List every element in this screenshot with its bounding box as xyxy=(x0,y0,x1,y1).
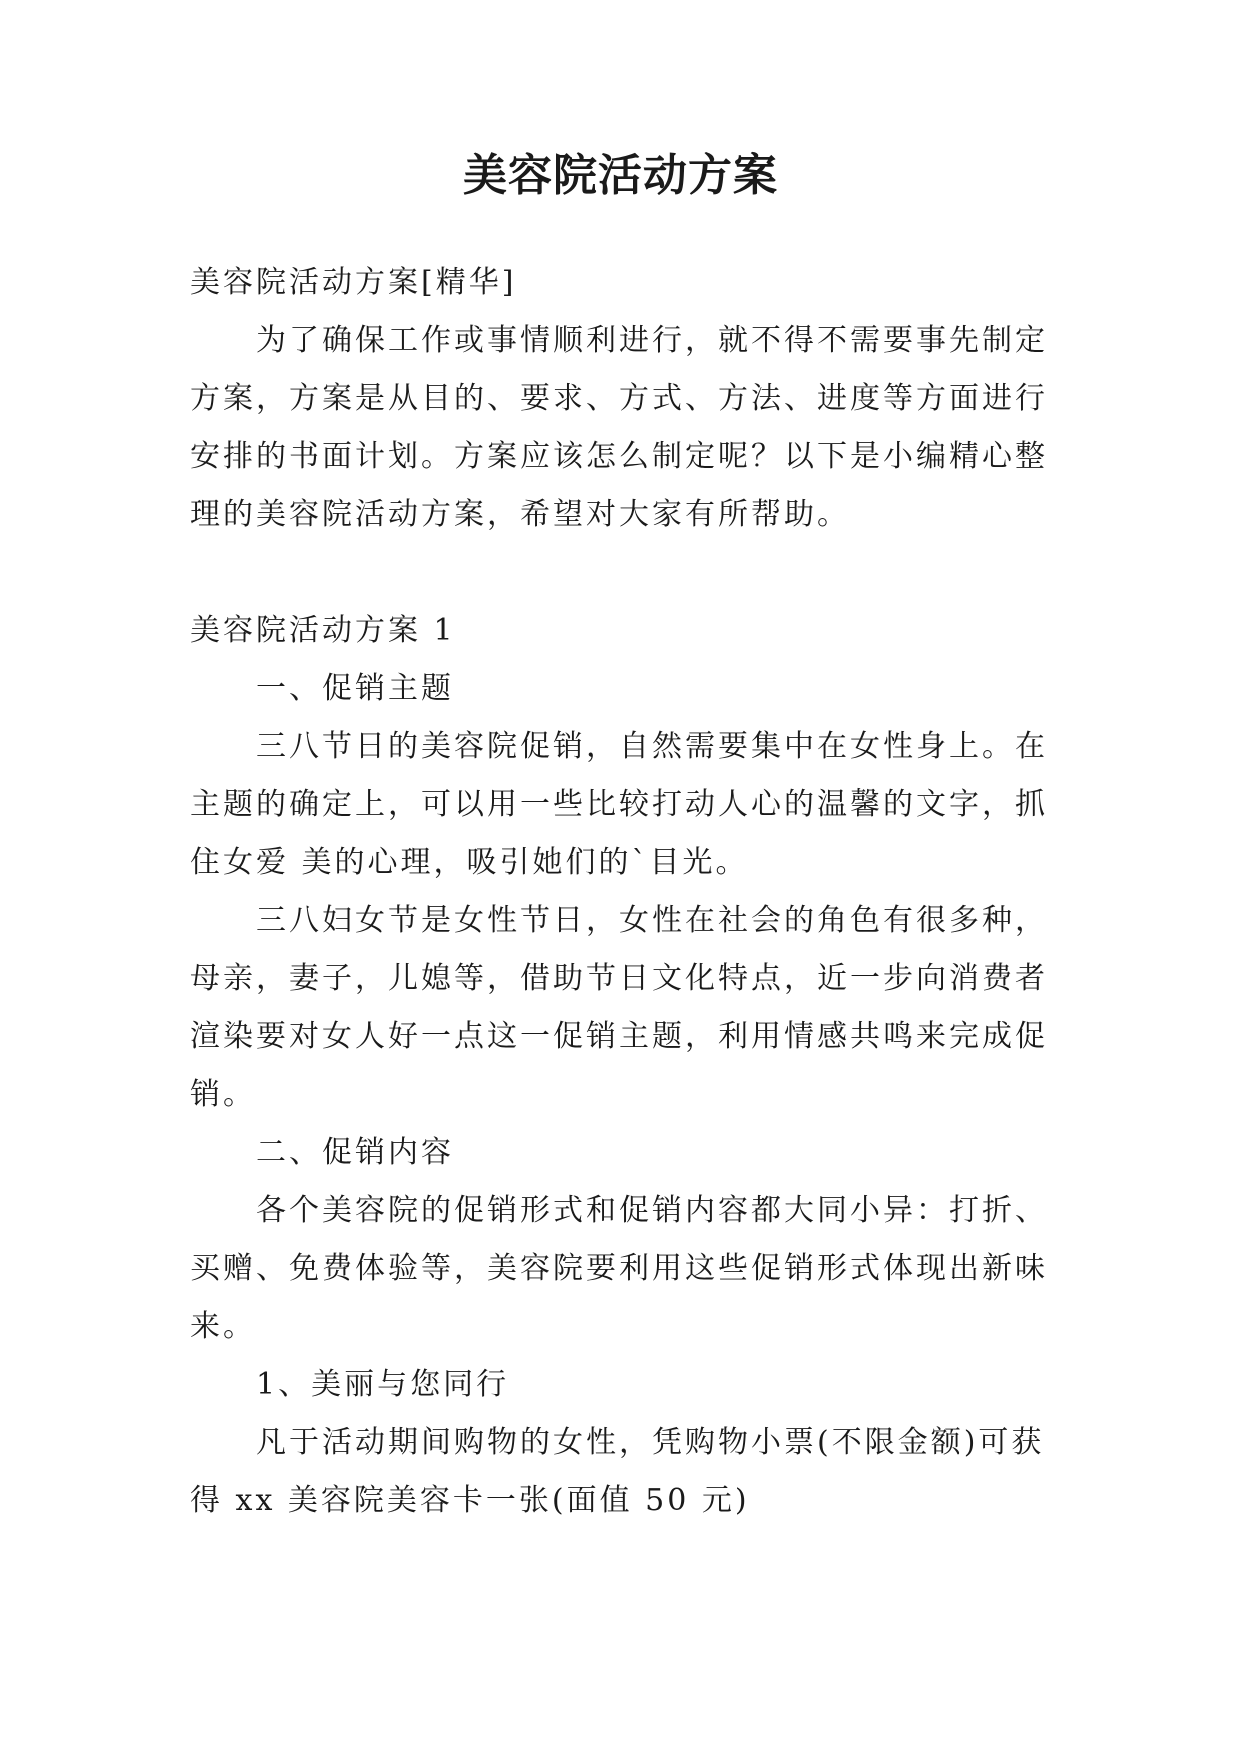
paragraph-line: 渲染要对女人好一点这一促销主题，利用情感共鸣来完成促 xyxy=(190,1019,1048,1054)
paragraph-line: 主题的确定上，可以用一些比较打动人心的温馨的文字，抓 xyxy=(190,787,1048,822)
paragraph-line: 买赠、免费体验等，美容院要利用这些促销形式体现出新味 xyxy=(190,1251,1048,1286)
paragraph-line: 销。 xyxy=(190,1077,256,1112)
paragraph-line: 凡于活动期间购物的女性，凭购物小票(不限金额)可获 xyxy=(256,1425,1045,1460)
intro-line: 为了确保工作或事情顺利进行，就不得不需要事先制定 xyxy=(256,323,1048,358)
paragraph-line: 住女爱 美的心理，吸引她们的`目光。 xyxy=(190,845,749,880)
intro-line: 理的美容院活动方案，希望对大家有所帮助。 xyxy=(190,497,850,532)
paragraph-line: 来。 xyxy=(190,1309,256,1344)
document-subtitle: 美容院活动方案[精华] xyxy=(190,265,517,300)
paragraph-line: 各个美容院的促销形式和促销内容都大同小异：打折、 xyxy=(256,1193,1048,1228)
paragraph-line: 母亲，妻子，儿媳等，借助节日文化特点，近一步向消费者 xyxy=(190,961,1048,996)
heading-promotion-theme: 一、促销主题 xyxy=(256,671,454,706)
intro-line: 安排的书面计划。方案应该怎么制定呢？以下是小编精心整 xyxy=(190,439,1048,474)
document-body xyxy=(190,254,1050,1530)
spacer xyxy=(190,544,1050,602)
section-heading: 美容院活动方案 1 xyxy=(190,613,456,648)
paragraph-line: 三八妇女节是女性节日，女性在社会的角色有很多种， xyxy=(256,903,1048,938)
document-title: 美容院活动方案 xyxy=(463,150,778,201)
intro-line: 方案，方案是从目的、要求、方式、方法、进度等方面进行 xyxy=(190,381,1048,416)
paragraph-line: 得 xx 美容院美容卡一张(面值 50 元) xyxy=(190,1483,750,1518)
paragraph-line: 三八节日的美容院促销，自然需要集中在女性身上。在 xyxy=(256,729,1048,764)
heading-promotion-content: 二、促销内容 xyxy=(256,1135,454,1170)
heading-beauty-with-you: 1、美丽与您同行 xyxy=(256,1367,510,1402)
